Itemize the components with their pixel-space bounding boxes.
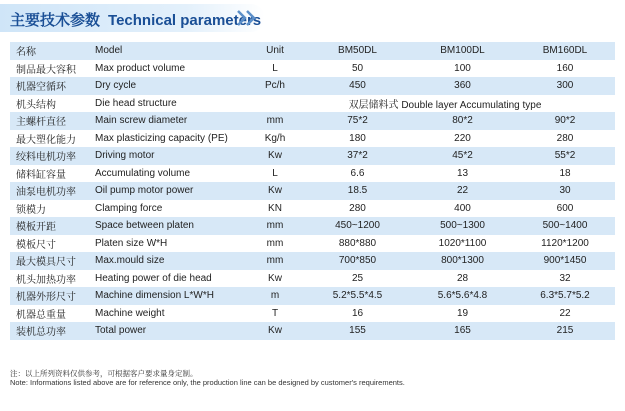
- value-bm50dl: 18.5: [347, 185, 368, 197]
- param-name-en: Heating power of die head: [95, 272, 212, 284]
- value-bm100dl: 1020*1100: [438, 237, 487, 249]
- param-unit: Kw: [268, 150, 282, 162]
- value-bm50dl: 50: [351, 62, 364, 74]
- table-row: [10, 60, 615, 78]
- value-bm160dl: 500~1400: [542, 220, 588, 232]
- value-bm50dl: 450: [349, 80, 366, 92]
- param-name-en: Max plasticizing capacity (PE): [95, 132, 228, 144]
- value-bm160dl: 215: [556, 325, 574, 337]
- value-bm100dl: 19: [456, 307, 469, 319]
- header-name-cn: 名称: [16, 47, 36, 59]
- param-unit: Kw: [268, 185, 282, 197]
- title-en: Technical parameters: [108, 12, 262, 29]
- value-bm50dl: 37*2: [347, 150, 368, 162]
- value-bm50dl: 700*850: [338, 255, 377, 267]
- value-bm160dl: 1120*1200: [541, 237, 589, 249]
- param-name-cn: 模板尺寸: [16, 239, 56, 251]
- value-bm160dl: 55*2: [554, 150, 576, 162]
- param-name-en: Oil pump motor power: [95, 185, 194, 197]
- table-row: [10, 112, 615, 130]
- table-row: [10, 235, 615, 253]
- table-row: [10, 217, 615, 235]
- param-name-cn: 模板开距: [16, 222, 56, 234]
- value-bm160dl: 22: [559, 307, 571, 319]
- param-unit: mm: [266, 237, 284, 249]
- param-name-en: Machine weight: [95, 307, 165, 319]
- param-unit: mm: [266, 255, 284, 267]
- value-bm100dl: 500~1300: [440, 220, 485, 232]
- value-bm160dl: 900*1450: [543, 255, 587, 267]
- value-bm50dl: 75*2: [347, 115, 368, 127]
- param-unit: L: [272, 62, 278, 74]
- param-name-en: Max product volume: [95, 62, 186, 74]
- value-bm100dl: 80*2: [452, 115, 473, 127]
- table-header-row: [10, 42, 615, 60]
- param-name-cn: 机头结构: [16, 99, 56, 111]
- param-name-en: Dry cycle: [95, 80, 137, 92]
- param-name-en: Die head structure: [95, 97, 177, 109]
- table-row: [10, 322, 615, 340]
- value-bm50dl: 450~1200: [335, 220, 380, 232]
- param-name-en: Main screw diameter: [95, 115, 188, 127]
- technical-parameters-table: [10, 42, 615, 340]
- value-bm160dl: 18: [559, 167, 571, 179]
- param-name-cn: 机头加热功率: [16, 274, 76, 286]
- param-unit: Kg/h: [264, 132, 286, 144]
- note-cn: 注：以上所列资料仅供参考，可根据客户要求量身定制。: [10, 369, 198, 378]
- param-name-en: Max.mould size: [95, 255, 165, 267]
- table-row: [10, 147, 615, 165]
- param-name-cn: 装机总功率: [16, 327, 66, 339]
- header-bm100dl: BM100DL: [440, 45, 485, 57]
- param-unit: L: [272, 167, 278, 179]
- value-bm100dl: 45*2: [452, 150, 473, 162]
- value-bm50dl: 25: [351, 272, 364, 284]
- value-bm100dl: 28: [456, 272, 469, 284]
- param-unit: mm: [266, 115, 284, 127]
- value-bm50dl: 280: [349, 202, 366, 214]
- value-bm160dl: 160: [556, 62, 574, 74]
- param-unit: Pc/h: [264, 80, 285, 92]
- value-bm100dl: 400: [454, 202, 471, 214]
- param-unit: KN: [268, 202, 282, 214]
- value-bm50dl: 5.2*5.5*4.5: [332, 290, 383, 302]
- param-unit: mm: [266, 220, 284, 232]
- param-name-en: Platen size W*H: [95, 237, 168, 249]
- table-row: [10, 182, 615, 200]
- table-row: [10, 305, 615, 323]
- param-name-cn: 锁模力: [16, 204, 46, 216]
- value-bm50dl: 180: [349, 132, 366, 144]
- param-name-en: Accumulating volume: [95, 167, 191, 179]
- value-bm100dl: 360: [454, 80, 471, 92]
- value-bm50dl: 880*880: [338, 237, 377, 249]
- value-bm160dl: 300: [556, 80, 574, 92]
- header-unit: Unit: [266, 45, 284, 57]
- param-name-en: Total power: [95, 325, 147, 337]
- value-bm50dl: 155: [349, 325, 366, 337]
- table-row: [10, 95, 615, 113]
- param-name-en: Machine dimension L*W*H: [95, 290, 214, 302]
- page-title: [10, 9, 261, 30]
- param-name-cn: 最大塑化能力: [16, 134, 76, 146]
- header-model: Model: [95, 45, 123, 57]
- param-name-cn: 机器空循环: [16, 82, 66, 94]
- value-bm100dl: 220: [454, 132, 471, 144]
- param-unit: Kw: [268, 325, 282, 337]
- param-name-cn: 机器总重量: [16, 309, 66, 321]
- param-unit: m: [270, 290, 280, 302]
- value-bm160dl: 30: [559, 185, 571, 197]
- value-bm100dl: 13: [456, 167, 469, 179]
- table-row: [10, 200, 615, 218]
- param-name-cn: 制品最大容积: [16, 64, 76, 76]
- value-bm160dl: 90*2: [554, 115, 576, 127]
- table-row: [10, 252, 615, 270]
- note-en: Note: Informations listed above are for reference only, the production line can be designed by customer's requirements.: [10, 378, 405, 387]
- header-bm160dl: BM160DL: [542, 45, 588, 57]
- value-bm160dl: 280: [556, 132, 574, 144]
- param-merged-value: 双层储料式 Double layer Accumulating type: [348, 99, 542, 111]
- param-name-en: Space between platen: [95, 220, 194, 232]
- param-name-en: Clamping force: [95, 202, 163, 214]
- value-bm100dl: 22: [456, 185, 469, 197]
- param-unit: T: [271, 307, 279, 319]
- value-bm160dl: 6.3*5.7*5.2: [540, 290, 590, 302]
- param-name-cn: 绞料电机功率: [16, 152, 76, 164]
- table-row: [10, 270, 615, 288]
- param-name-en: Driving motor: [95, 150, 155, 162]
- value-bm100dl: 100: [454, 62, 471, 74]
- param-name-cn: 储料缸容量: [16, 169, 66, 181]
- table-row: [10, 287, 615, 305]
- value-bm100dl: 800*1300: [441, 255, 484, 267]
- table-row: [10, 77, 615, 95]
- param-name-cn: 主螺杆直径: [16, 117, 66, 129]
- param-name-cn: 机器外形尺寸: [16, 292, 76, 304]
- table-row: [10, 165, 615, 183]
- double-chevron-icon: [235, 9, 259, 27]
- param-unit: Kw: [268, 272, 282, 284]
- value-bm50dl: 16: [351, 307, 364, 319]
- value-bm100dl: 165: [454, 325, 471, 337]
- value-bm50dl: 6.6: [350, 167, 365, 179]
- value-bm160dl: 32: [559, 272, 571, 284]
- header-bm50dl: BM50DL: [338, 45, 377, 57]
- value-bm100dl: 5.6*5.6*4.8: [437, 290, 488, 302]
- table-row: [10, 130, 615, 148]
- param-name-cn: 油泵电机功率: [16, 187, 76, 199]
- title-cn: 主要技术参数: [10, 12, 101, 29]
- value-bm160dl: 600: [556, 202, 574, 214]
- param-name-cn: 最大模具尺寸: [16, 257, 76, 269]
